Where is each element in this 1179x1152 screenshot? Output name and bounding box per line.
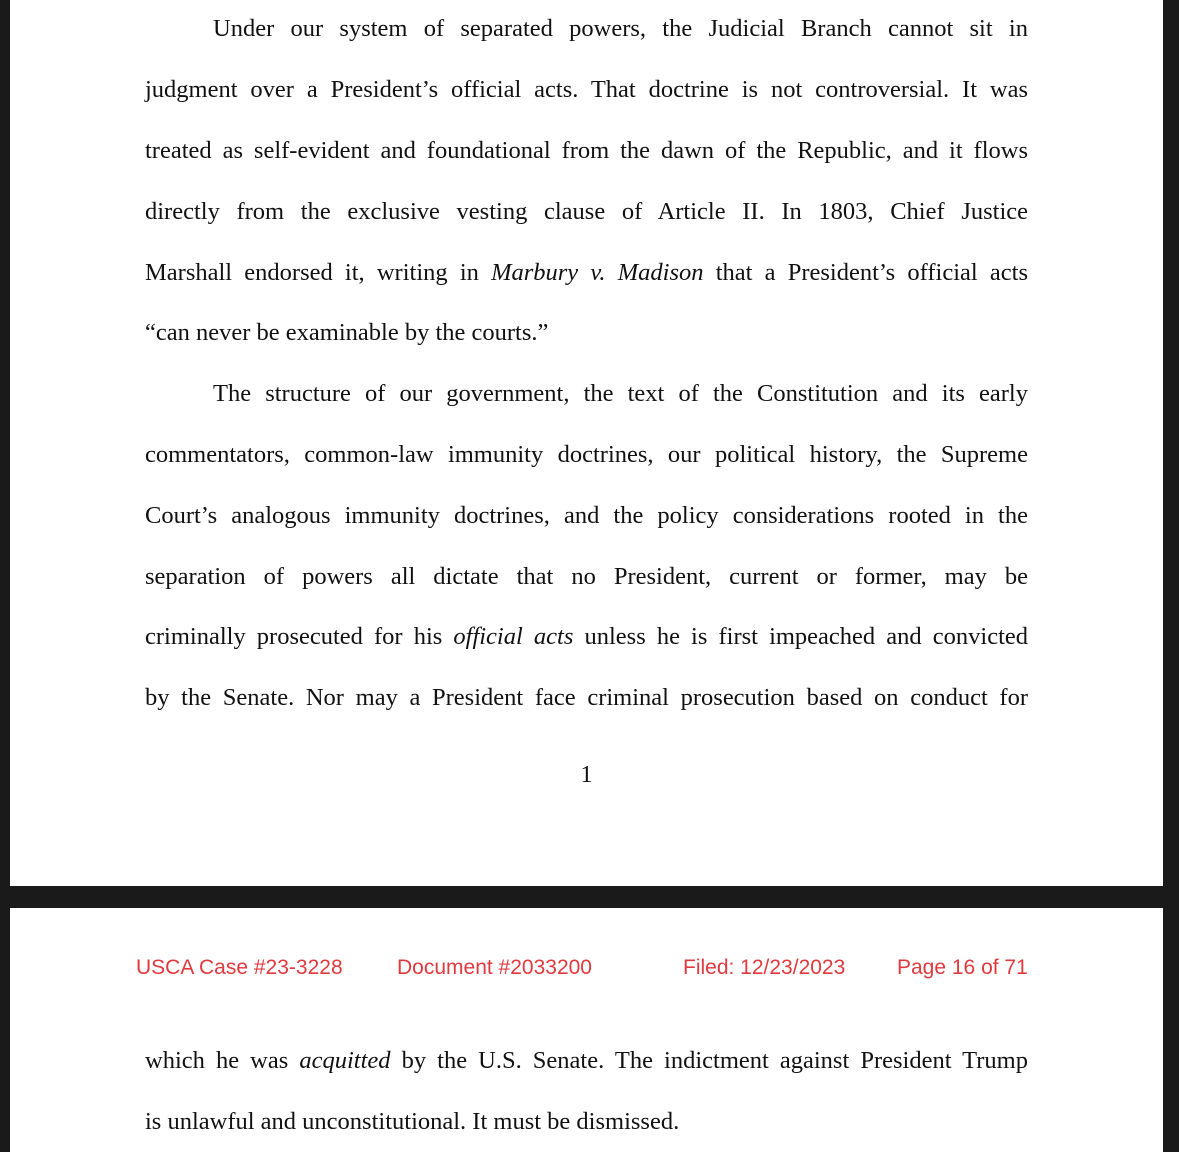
paragraph3-line1 [145,1046,1028,1076]
paragraph1-line1: Under our system of separated powers, the Judicial Branch cannot sit in [213,15,1028,42]
header-document-number: Document #2033200 [397,956,592,979]
paragraph2-line6: by the Senate. Nor may a President face criminal prosecution based on conduct for [145,684,1028,711]
paragraph2-line5-text-before: criminally prosecuted for his [145,623,454,650]
document-page-top [10,0,1163,886]
paragraph2-line2: commentators, common-law immunity doctrines, our political history, the Supreme [145,441,1028,468]
paragraph3-line1-text-after: by the U.S. Senate. The indictment against President Trump [390,1047,1028,1074]
paragraph2-line3: Court’s analogous immunity doctrines, and the policy considerations rooted in the [145,502,1028,529]
paragraph1-line4: directly from the exclusive vesting clause of Article II. In 1803, Chief Justice [145,198,1028,225]
emphasis-official-acts: official acts [453,623,574,650]
emphasis-acquitted: acquitted [299,1047,391,1074]
paragraph1-line6: “can never be examinable by the courts.” [145,319,549,346]
paragraph1-line3: treated as self-evident and foundational from the dawn of the Republic, and it flows [145,137,1028,164]
paragraph1-line5-text-after: that a President’s official acts [703,259,1028,286]
document-page-bottom [10,908,1163,1152]
case-citation: Marbury v. Madison [491,259,704,286]
header-case-number: USCA Case #23-3228 [136,956,343,979]
page-number: 1 [580,761,593,788]
paragraph2-line1: The structure of our government, the text of the Constitution and its early [213,380,1028,407]
paragraph1-line2: judgment over a President’s official acts. That doctrine is not controversial. It was [145,76,1028,103]
paragraph3-line2: is unlawful and unconstitutional. It must be dismissed. [145,1108,680,1135]
header-filed-date: Filed: 12/23/2023 [683,956,846,979]
paragraph2-line4: separation of powers all dictate that no President, current or former, may be [145,563,1028,590]
paragraph1-line5-text-before: Marshall endorsed it, writing in [145,259,492,286]
paragraph2-line5 [145,622,1028,652]
paragraph3-line1-text-before: which he was [145,1047,300,1074]
paragraph2-line5-text-after: unless he is first impeached and convicted [573,623,1028,650]
header-page-count: Page 16 of 71 [897,956,1028,979]
paragraph1-line5 [145,258,1028,288]
